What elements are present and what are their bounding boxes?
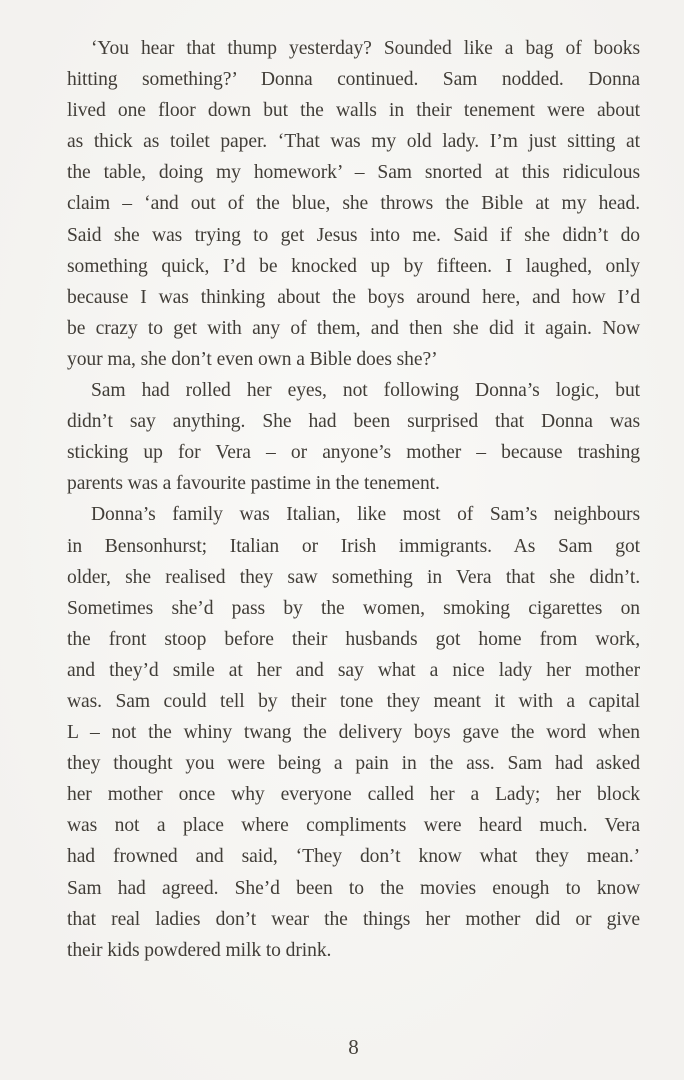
text-line: because I was thinking about the boys around here, and how I’d (67, 286, 640, 308)
text-line: older, she realised they saw something in Vera that she didn’t. (67, 566, 640, 588)
text-line: didn’t say anything. She had been surprised that Donna was (67, 411, 640, 433)
text-line: they thought you were being a pain in the ass. Sam had asked (67, 753, 640, 775)
text-line: had frowned and said, ‘They don’t know what they mean.’ (67, 846, 640, 868)
text-line: in Bensonhurst; Italian or Irish immigrants. As Sam got (67, 535, 640, 557)
text-line: Donna’s family was Italian, like most of Sam’s neighbours (91, 504, 640, 526)
text-line: sticking up for Vera – or anyone’s mother – because trashing (67, 442, 640, 464)
text-line: something quick, I’d be knocked up by fifteen. I laughed, only (67, 255, 640, 277)
text-line: claim – ‘and out of the blue, she throws the Bible at my head. (67, 193, 640, 215)
text-line: was not a place where compliments were heard much. Vera (67, 815, 640, 837)
text-line: parents was a favourite pastime in the tenement. (67, 473, 440, 495)
text-line: was. Sam could tell by their tone they meant it with a capital (67, 690, 640, 712)
text-line: lived one floor down but the walls in their tenement were about (67, 100, 640, 122)
text-line: and they’d smile at her and say what a nice lady her mother (67, 659, 640, 681)
text-line: Sam had rolled her eyes, not following Donna’s logic, but (91, 380, 640, 402)
text-line: L – not the whiny twang the delivery boys gave the word when (67, 722, 640, 744)
text-line: Said she was trying to get Jesus into me. Said if she didn’t do (67, 224, 640, 246)
text-line: the front stoop before their husbands got home from work, (67, 628, 640, 650)
text-line: Sam had agreed. She’d been to the movies enough to know (67, 877, 640, 899)
text-line: the table, doing my homework’ – Sam snorted at this ridiculous (67, 162, 640, 184)
text-line: ‘You hear that thump yesterday? Sounded like a bag of books (91, 38, 640, 59)
page-number: 8 (348, 1035, 359, 1059)
text-line: as thick as toilet paper. ‘That was my old lady. I’m just sitting at (67, 131, 640, 153)
text-line: be crazy to get with any of them, and then she did it again. Now (67, 317, 640, 339)
text-line: that real ladies don’t wear the things her mother did or give (67, 908, 640, 930)
text-line: Sometimes she’d pass by the women, smoking cigarettes on (67, 597, 640, 619)
page-text (67, 33, 640, 966)
text-line: her mother once why everyone called her a Lady; her block (67, 784, 640, 806)
text-line: their kids powdered milk to drink. (67, 939, 332, 961)
text-line: your ma, she don’t even own a Bible does she?’ (67, 348, 438, 370)
text-line: hitting something?’ Donna continued. Sam nodded. Donna (67, 69, 640, 91)
